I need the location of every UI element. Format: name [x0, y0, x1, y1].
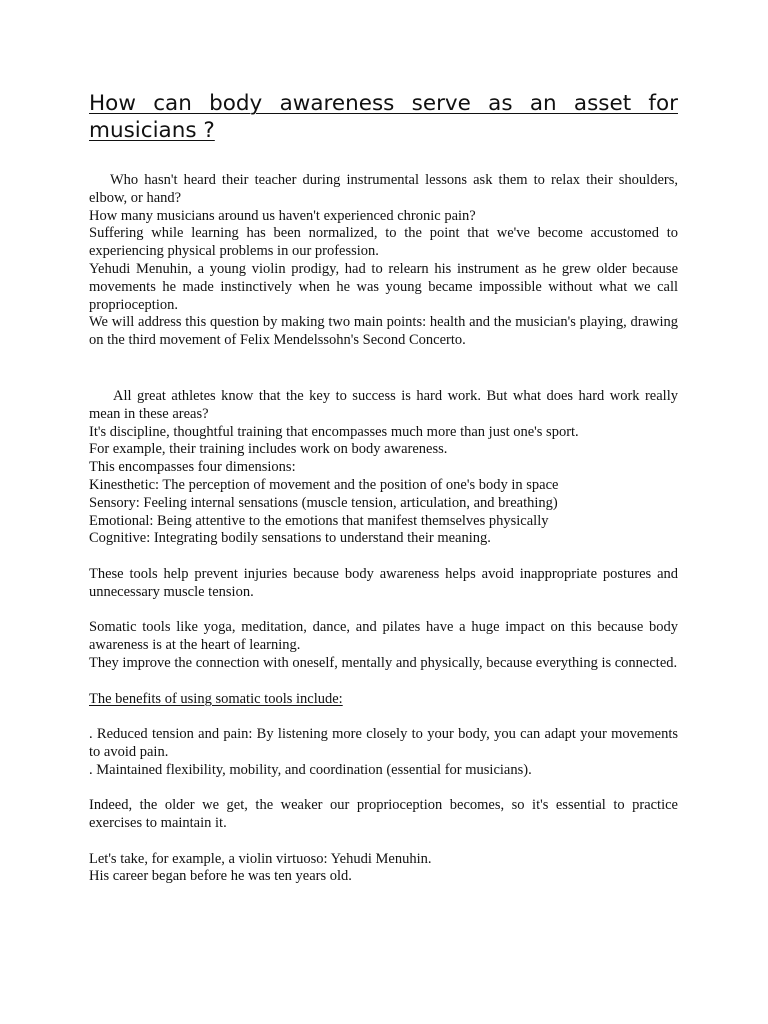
somatic-paragraph: They improve the connection with oneself, mentally and physically, because everything is connected.: [89, 654, 678, 671]
spacer: [89, 350, 678, 388]
section1-paragraph: It's discipline, thoughtful training that encompasses much more than just one's sport.: [89, 423, 579, 440]
intro-paragraph: We will address this question by making two main points: health and the musician's playing, drawing on the third movement of Felix Mendelssohn's Second Concerto.: [89, 314, 678, 349]
intro-paragraph: Suffering while learning has been normalized, to the point that we've become accustomed to experiencing physical problems in our profession.: [89, 225, 678, 260]
spacer: [89, 708, 678, 726]
dimension-sensory: Sensory: Feeling internal sensations (muscle tension, articulation, and breathing): [89, 494, 558, 511]
dimension-emotional: Emotional: Being attentive to the emotions that manifest themselves physically: [89, 512, 549, 529]
document-body: [89, 172, 678, 886]
document-page: [89, 90, 678, 886]
section1-paragraph: For example, their training includes work on body awareness.: [89, 441, 448, 458]
proprioception-paragraph: Indeed, the older we get, the weaker our proprioception becomes, so it's essential to practice exercises to maintain it.: [89, 797, 678, 832]
intro-paragraph: Yehudi Menuhin, a young violin prodigy, had to relearn his instrument as he grew older because movements he made instinctively when he was young became impossible without what we call proprioception.: [89, 260, 678, 313]
benefits-heading: The benefits of using somatic tools include:: [89, 690, 343, 707]
spacer: [89, 602, 678, 620]
spacer: [89, 780, 678, 798]
spacer: [89, 833, 678, 851]
intro-paragraph: Who hasn't heard their teacher during instrumental lessons ask them to relax their shoulders, elbow, or hand?: [89, 172, 678, 206]
section1-paragraph: This encompasses four dimensions:: [89, 459, 296, 476]
intro-paragraph: How many musicians around us haven't experienced chronic pain?: [89, 207, 476, 224]
benefit-item: . Reduced tension and pain: By listening more closely to your body, you can adapt your movements to avoid pain.: [89, 726, 678, 760]
somatic-paragraph: Somatic tools like yoga, meditation, dance, and pilates have a huge impact on this because body awareness is at the heart of learning.: [89, 619, 678, 654]
dimension-kinesthetic: Kinesthetic: The perception of movement and the position of one's body in space: [89, 476, 559, 493]
document-title: How can body awareness serve as an asset for musicians ?: [89, 91, 678, 143]
section1-paragraph: All great athletes know that the key to success is hard work. But what does hard work really mean in these areas?: [89, 387, 678, 422]
closing-paragraph: His career began before he was ten years old.: [89, 868, 352, 885]
closing-paragraph: Let's take, for example, a violin virtuoso: Yehudi Menuhin.: [89, 850, 432, 867]
benefit-item: . Maintained flexibility, mobility, and coordination (essential for musicians).: [89, 761, 532, 778]
spacer: [89, 673, 678, 691]
spacer: [89, 548, 678, 566]
dimension-cognitive: Cognitive: Integrating bodily sensations to understand their meaning.: [89, 530, 491, 547]
tools-paragraph: These tools help prevent injuries because body awareness helps avoid inappropriate postures and unnecessary muscle tension.: [89, 565, 678, 600]
